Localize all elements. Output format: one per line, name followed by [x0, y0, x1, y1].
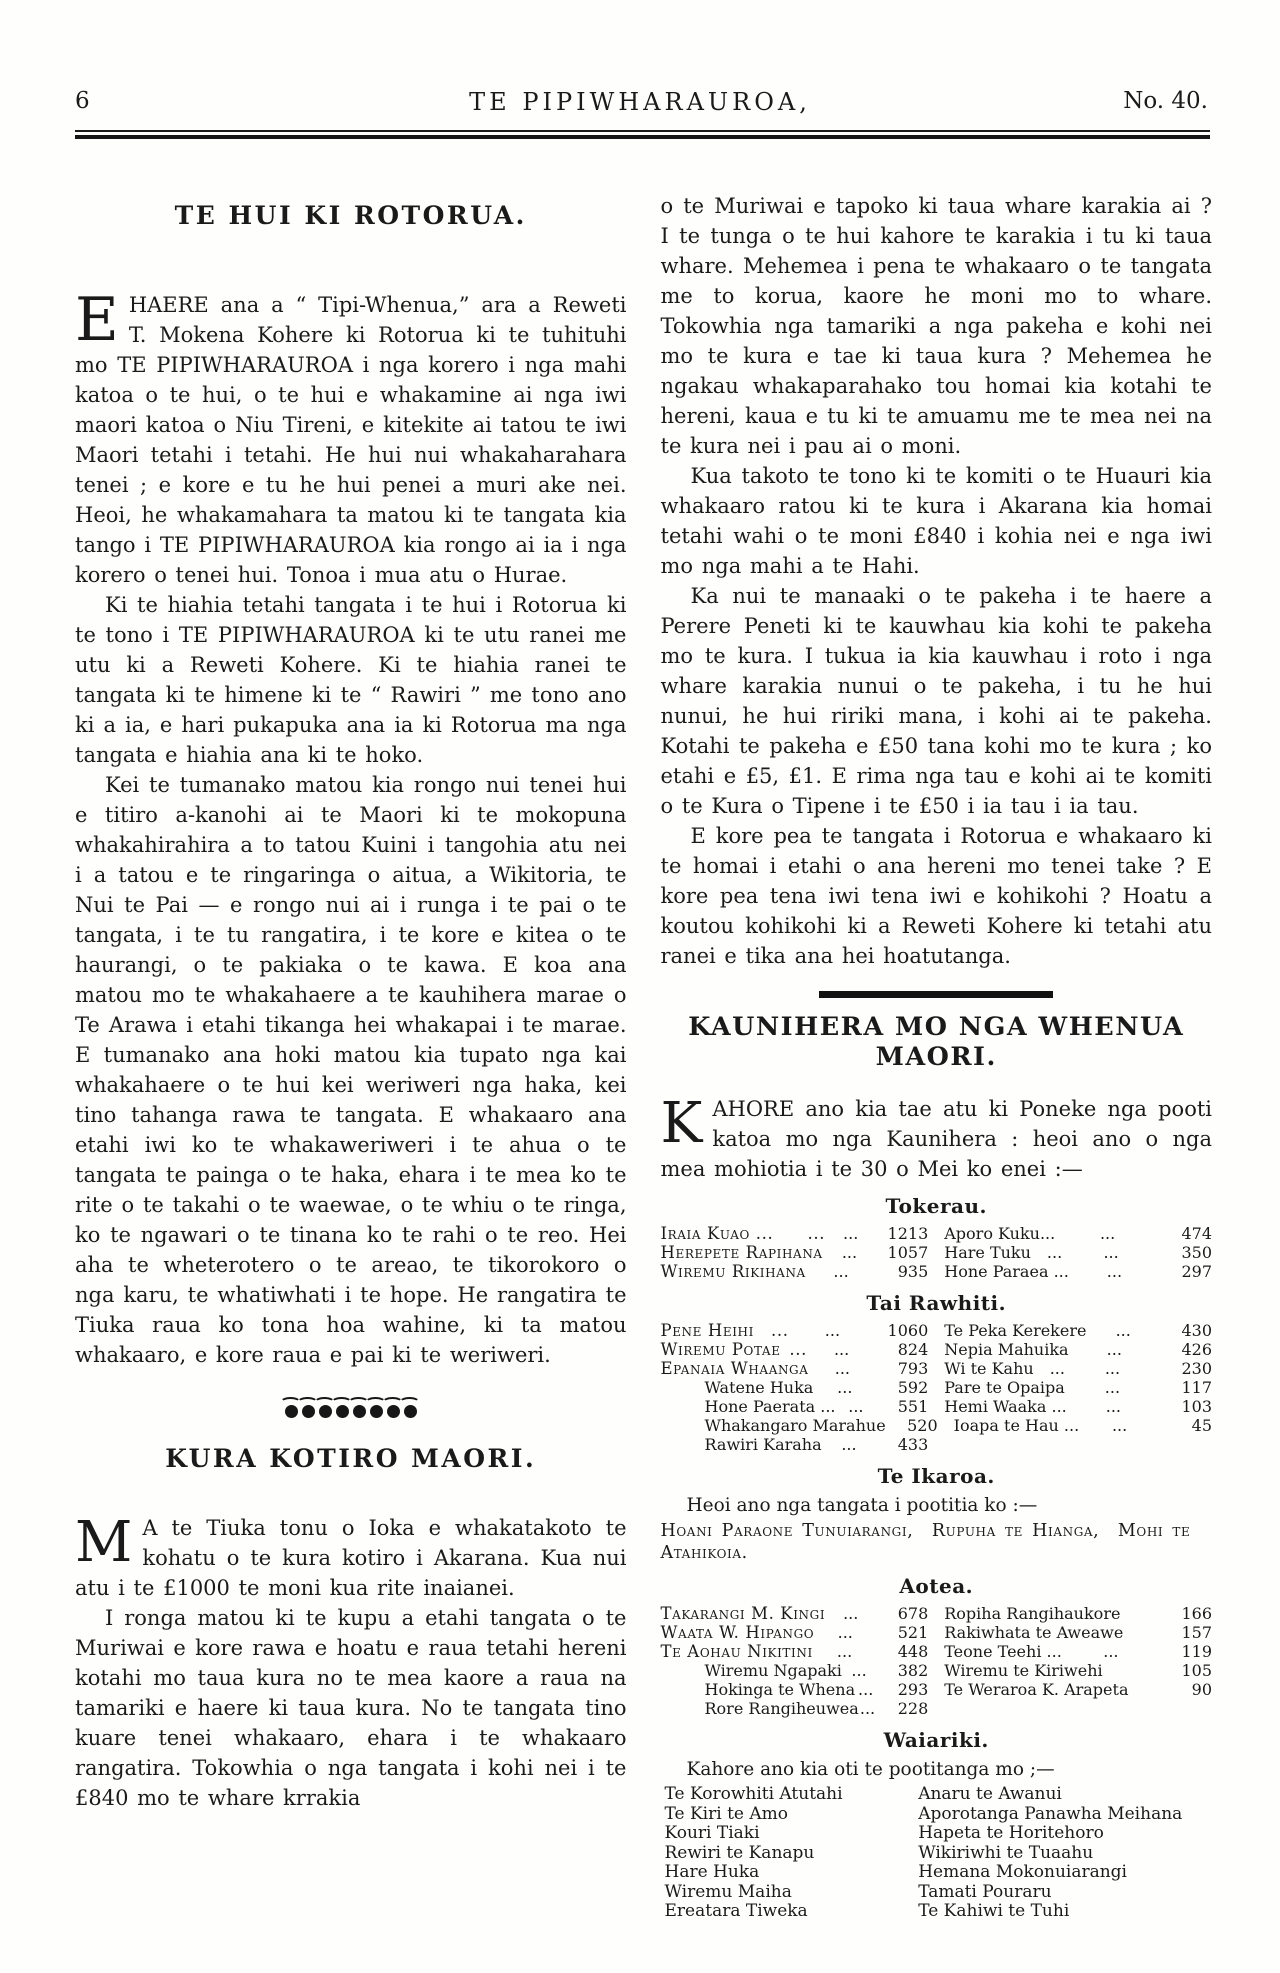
table-row [661, 1416, 1213, 1435]
candidate-name: Wiremu Ngapaki [704, 1661, 842, 1680]
dot-leader: ... [1103, 1642, 1119, 1661]
candidate-name: Te Aohau Nikitini [660, 1642, 813, 1661]
vote-count: 520 [907, 1416, 938, 1435]
dot-leader: ... [851, 1661, 867, 1680]
result-entry [944, 1699, 1212, 1718]
candidate-name: Pene Heihi ... [660, 1321, 789, 1340]
tokerau-results-table [661, 1224, 1213, 1281]
candidate-name: Rore Rangiheuwea [704, 1699, 859, 1718]
candidate-name: Te Weraroa K. Arapeta [944, 1680, 1129, 1699]
candidate-name: Wiremu te Kiriwehi [944, 1661, 1103, 1680]
candidate-name: Wikiriwhi te Tuaahu [918, 1842, 1094, 1863]
issue-number: No. 40. [1123, 88, 1208, 114]
result-entry [944, 1359, 1212, 1378]
scallop-icon [402, 1396, 419, 1418]
candidate-name: Hone Paraea ... [944, 1262, 1069, 1281]
vote-count: 230 [1181, 1359, 1212, 1378]
candidate-name: Anaru te Awanui [918, 1784, 1062, 1804]
district-heading-aotea: Aotea. [899, 1574, 974, 1598]
continuation-paragraph-1: o te Muriwai e tapoko ki taua whare karakia ai ? I te tunga o te hui kahore te karakia i tu ki taua whare. Mehemea i pena te whakaaro o te tangata me to korua, kaore he moni mo to whare. Tokowhia nga tamariki a nga pakeha e kohi nei mo te kura e tae ki taua kura ? Mehemea he ngakau whakaparahako tou homai kia kotahi te hereni, kaua e tu ki te amuamu me te mea nei na te kura nei i pau ai o moni. [660, 194, 1212, 458]
district-heading-waiariki: Waiariki. [883, 1728, 989, 1752]
dot-leader: ... [1099, 1224, 1116, 1243]
candidate-name: Epanaia Whaanga [660, 1359, 809, 1378]
dot-leader: ... [1105, 1397, 1122, 1416]
vote-count: 293 [897, 1680, 929, 1699]
result-entry [661, 1243, 945, 1262]
aotea-results-table [661, 1604, 1213, 1718]
dot-leader: ... [843, 1604, 859, 1623]
waiariki-list-right [918, 1785, 1212, 1922]
candidate-name: Rakiwhata te Aweawe [944, 1623, 1124, 1642]
page-header [0, 0, 1280, 114]
vote-count: 426 [1181, 1340, 1212, 1359]
candidate-name: Watene Huka [704, 1378, 814, 1397]
dot-leader: ... [1104, 1359, 1121, 1378]
dot-leader: ... [843, 1224, 859, 1243]
vote-count: 350 [1181, 1243, 1212, 1262]
candidate-name: Whakangaro Marahue [704, 1416, 886, 1435]
vote-count: 105 [1181, 1661, 1212, 1680]
table-row [661, 1699, 1213, 1718]
dot-leader: ... [859, 1699, 876, 1718]
left-column [75, 191, 627, 1922]
dropcap-e: E [75, 285, 119, 355]
dot-leader: ... [833, 1262, 849, 1281]
dot-leader: ... [1106, 1340, 1122, 1359]
candidate-name: Aporotanga Panawha Meihana [918, 1803, 1183, 1824]
candidate-name: Hemana Mokonuiarangi [918, 1862, 1127, 1882]
result-entry [661, 1604, 945, 1623]
result-entry [661, 1435, 945, 1454]
result-entry [661, 1224, 945, 1243]
candidate-name: Teone Teehi ... [944, 1642, 1062, 1661]
table-row [661, 1224, 1213, 1243]
candidate-name: Takarangi M. Kingi [660, 1604, 826, 1623]
candidate-name: Te Korowhiti Atutahi [664, 1784, 843, 1804]
candidate-name: Wiremu Maiha [664, 1881, 792, 1902]
dot-leader: ... [833, 1340, 850, 1359]
result-entry [954, 1416, 1212, 1435]
table-row [661, 1262, 1213, 1281]
right-column [661, 191, 1213, 1922]
result-entry [661, 1680, 945, 1699]
vote-count: 119 [1181, 1642, 1212, 1661]
dot-leader: ... [824, 1321, 841, 1340]
result-entry [661, 1359, 945, 1378]
waiariki-list-left [661, 1785, 919, 1922]
vote-count: 935 [897, 1262, 929, 1281]
vote-count: 678 [897, 1604, 929, 1623]
district-heading-te-ikaroa: Te Ikaroa. [877, 1464, 995, 1488]
candidate-name: Kouri Tiaki [664, 1823, 760, 1843]
candidate-name: Te Kiri te Amo [664, 1803, 789, 1824]
table-row [661, 1243, 1213, 1262]
result-entry [661, 1661, 945, 1680]
vote-count: 166 [1181, 1604, 1212, 1623]
vote-count: 157 [1181, 1623, 1212, 1642]
dot-leader: ... [837, 1623, 853, 1642]
hui-paragraph-1 [75, 285, 627, 590]
continuation-paragraph-4: E kore pea te tangata i Rotorua e whakaaro ki te homai i etahi o ana hereni mo tenei take ? E kore pea tena iwi tena iwi e kohikohi ? Hoatu a koutou kohikohi ki a Reweti Kohere ki tetahi atu ranei e tika ana hei hoatutanga. [660, 824, 1212, 968]
result-entry [661, 1321, 945, 1340]
vote-count: 592 [897, 1378, 929, 1397]
vote-count: 117 [1181, 1378, 1212, 1397]
candidate-name: Ioapa te Hau ... [953, 1416, 1080, 1435]
scallop-ornament [75, 1396, 627, 1418]
dot-leader: ... [1115, 1321, 1131, 1340]
result-entry [944, 1680, 1212, 1699]
candidate-name: Hare Huka [664, 1862, 760, 1882]
table-row [661, 1397, 1213, 1416]
column-layout [75, 191, 1212, 1922]
dropcap-k: K [660, 1091, 703, 1156]
candidate-name: Hapeta te Horitehoro [918, 1823, 1104, 1843]
kaunihera-intro [660, 1091, 1213, 1184]
waiariki-intro: Kahore ano kia oti te pootitanga mo ;— [686, 1759, 1055, 1780]
result-entry [944, 1243, 1212, 1262]
article-title-kaunihera: KAUNIHERA MO NGA WHENUA MAORI. [688, 1012, 1185, 1072]
result-entry [661, 1262, 945, 1281]
article-title-hui: TE HUI KI ROTORUA. [174, 201, 527, 230]
result-entry [944, 1623, 1212, 1642]
dot-leader: ... [1106, 1262, 1123, 1281]
result-entry [944, 1604, 1212, 1623]
vote-count: 45 [1191, 1416, 1212, 1435]
result-entry [661, 1378, 945, 1397]
dot-leader: ... [837, 1378, 853, 1397]
te-ikaroa-elected-names: Hoani Paraone Tunuiarangi, Rupuha te Hianga, Mohi te Atahikoia. [660, 1521, 1191, 1563]
dot-leader: ... [1103, 1243, 1119, 1262]
candidate-name: Rawiri Karaha [704, 1435, 822, 1454]
result-entry [944, 1435, 1212, 1454]
result-entry [661, 1623, 945, 1642]
candidate-name: Te Kahiwi te Tuhi [918, 1901, 1070, 1921]
result-entry [944, 1378, 1212, 1397]
candidate-name: Herepete Rapihana [660, 1243, 823, 1262]
table-row [661, 1604, 1213, 1623]
dot-leader: ... [836, 1642, 853, 1661]
dot-leader: ... [1104, 1378, 1121, 1397]
vote-count: 103 [1181, 1397, 1212, 1416]
candidate-name: Aporo Kuku... [944, 1224, 1056, 1243]
kura-paragraph-2: I ronga matou ki te kupu a etahi tangata o te Muriwai e kore rawa e hoatu e raua tetahi hereni kotahi mo taua kura no te mea kaore a raua na tamariki e haere ki taua kura. No te tangata tino kuare tenei whakaaro, ehara i te whakaaro rangatira. Tokowhia o nga tangata i kohi nei i te £840 mo te whare krrakia [75, 1606, 627, 1810]
vote-count: 1057 [887, 1243, 929, 1262]
candidate-name: Iraia Kuao ... ... [660, 1224, 826, 1243]
hui-paragraph-3: Kei te tumanako matou kia rongo nui tenei hui e titiro a-kanohi ai te Maori ki te mokopuna whakahirahira a to tatou Kuini i tangohia atu nei i a tatou e te ringaringa o aitua, a Wikitoria, te Nui te Pai — e rongo nui ai i runga i te pai o te tangata, i te tu rangatira, i te kore e kitea o te haurangi, o te pakiaka o te kawa. E koa ana matou mo te whakahaere a te kauhihera marae o Te Arawa i etahi tikanga hei whakapai i te marae. E tumanako ana hoki matou kia tupato nga kai whakahaere o te hui kei weriweri nga haka, kei tino tahanga rawa te tangata. E whakaaro ana etahi iwi ko te whakaweriweri i te ahua o te tangata te painga o te haka, ehara i te mea ko te rite o te takahi o te waewae, o te whiu o te ringa, ko te ngawari o te tinana ko te rahi o te reo. Hei aha te wheterotero o te areao, te tikorokoro o nga karu, te whatiwhati i te hope. He rangatira te Tiuka raua ko tona hoa wahine, ki ta matou whakaaro, e kore raua e pai ki te weriweri. [75, 773, 627, 1367]
vote-count: 448 [897, 1642, 929, 1661]
result-entry [944, 1262, 1212, 1281]
dot-leader: ... [841, 1435, 857, 1454]
candidate-name: Ropiha Rangihaukore [944, 1604, 1121, 1623]
hui-paragraph-2: Ki te hiahia tetahi tangata i te hui i Rotorua ki te tono i TE PIPIWHARAUROA ki te utu ranei me utu ki a Reweti Kohere. Ki te hiahia ranei te tangata ki te himene ki te “ Rawiri ” me tono ano ki a ia, e hari pukapuka ana ia ki Rotorua ma nga tangata e hiahia ana ki te hoko. [75, 593, 627, 767]
candidate-name: Wiremu Rikihana [660, 1262, 806, 1281]
continuation-paragraph-3: Ka nui te manaaki o te pakeha i te haere a Perere Peneti ki te kauwhau kia kohi te pakeha mo te kura. I tukua ia kia kauwhau i roto i nga whare karakia nunui o te pakeha, i tu he hui nunui, he hui ririki mana, i kohi ai te pakeha. Kotahi te pakeha e £50 tana kohi mo te kura ; ko etahi e £5, £1. E rima nga tau e kohi ai te komiti o te Kura o Tipene i te £50 i ia tau i ia tau. [660, 584, 1212, 818]
vote-count: 297 [1181, 1262, 1212, 1281]
kura-paragraph-1-text: A te Tiuka tonu o Ioka e whakatakoto te kohatu o te kura kotiro i Akarana. Kua nui atu i te £1000 te moni kua rite inaianei. [75, 1516, 627, 1600]
table-row [661, 1321, 1213, 1340]
district-heading-tokerau: Tokerau. [885, 1194, 987, 1218]
candidate-name: Ereatara Tiweka [664, 1901, 808, 1921]
candidate-name: Hone Paerata ... [704, 1397, 836, 1416]
vote-count: 793 [897, 1359, 929, 1378]
table-row [661, 1435, 1213, 1454]
candidate-name: Te Peka Kerekere [944, 1321, 1087, 1340]
candidate-name: Hare Tuku ... [944, 1243, 1063, 1262]
result-entry [661, 1416, 954, 1435]
waiariki-candidate-lists [661, 1785, 1213, 1922]
tai-rawhiti-results-table [661, 1321, 1213, 1454]
dropcap-m: M [75, 1510, 133, 1575]
hui-paragraph-1-text: HAERE ana a “ Tipi-Whenua,” ara a Reweti T. Mokena Kohere ki Rotorua ki te tuhituhi mo TE PIPIWHARAUROA i nga korero i nga mahi katoa o te hui, o te hui e whakamine ai nga iwi maori katoa o Niu Tireni, e kitekite ai tatou te iwi Maori tetahi i tetahi. He hui nui whakaharahara tenei ; e kore e tu he hui penei a muri ake nei. Heoi, he whakamahara ta matou ki te tangata kia tango i TE PIPIWHARAUROA kia rongo ai ia i nga korero o tenei hui. Tonoa i mua atu o Hurae. [75, 293, 627, 587]
candidate-name: Nepia Mahuika [944, 1340, 1069, 1359]
table-row [661, 1378, 1213, 1397]
table-row [661, 1340, 1213, 1359]
vote-count: 474 [1181, 1224, 1212, 1243]
vote-count: 433 [897, 1435, 929, 1454]
candidate-name: Tamati Pouraru [918, 1881, 1052, 1902]
vote-count: 824 [897, 1340, 929, 1359]
result-entry [661, 1397, 945, 1416]
result-entry [944, 1661, 1212, 1680]
table-row [661, 1661, 1213, 1680]
result-entry [944, 1224, 1212, 1243]
dot-leader: ... [841, 1243, 858, 1262]
district-heading-tai-rawhiti: Tai Rawhiti. [866, 1291, 1007, 1315]
header-rule-thick [75, 135, 1210, 139]
kaunihera-intro-text: AHORE ano kia tae atu ki Poneke nga pooti katoa mo nga Kaunihera : heoi ano o nga mea mohiotia i te 30 o Mei ko enei :— [660, 1097, 1212, 1181]
section-divider-bar [819, 991, 1053, 998]
kura-paragraph-1 [75, 1510, 627, 1603]
vote-count: 1060 [887, 1321, 929, 1340]
vote-count: 228 [897, 1699, 929, 1718]
vote-count: 521 [897, 1623, 929, 1642]
vote-count: 551 [897, 1397, 929, 1416]
table-row [661, 1680, 1213, 1699]
candidate-name: Rewiri te Kanapu [664, 1842, 815, 1863]
result-entry [661, 1699, 945, 1718]
dot-leader: ... [848, 1397, 864, 1416]
page-number: 6 [75, 88, 90, 114]
candidate-name: Wiremu Potae ... [660, 1340, 807, 1359]
dot-leader: ... [834, 1359, 851, 1378]
vote-count: 1213 [887, 1224, 929, 1243]
result-entry [944, 1397, 1212, 1416]
dot-leader: ... [1111, 1416, 1128, 1435]
vote-count: 430 [1181, 1321, 1212, 1340]
result-entry [661, 1642, 945, 1661]
result-entry [944, 1642, 1212, 1661]
table-row [661, 1359, 1213, 1378]
te-ikaroa-intro: Heoi ano nga tangata i pootitia ko :— [686, 1495, 1038, 1516]
header-rule-thin [75, 130, 1210, 132]
candidate-name: Hokinga te Whena [704, 1680, 856, 1699]
candidate-name: Wi te Kahu ... [944, 1359, 1065, 1378]
dot-leader: ... [858, 1680, 874, 1699]
candidate-name: Pare te Opaipa [944, 1378, 1065, 1397]
vote-count: 382 [897, 1661, 929, 1680]
result-entry [661, 1340, 945, 1359]
continuation-paragraph-2: Kua takoto te tono ki te komiti o te Huauri kia whakaaro ratou ki te kura i Akarana kia homai tetahi wahi o te moni £840 i kohia nei e nga iwi mo nga mahi a te Hahi. [660, 464, 1212, 578]
masthead-title: TE PIPIWHARAUROA, [469, 88, 811, 116]
candidate-name: Hemi Waaka ... [944, 1397, 1067, 1416]
result-entry [944, 1321, 1212, 1340]
table-row [661, 1642, 1213, 1661]
result-entry [944, 1340, 1212, 1359]
table-row [661, 1623, 1213, 1642]
candidate-name: Waata W. Hipango [660, 1623, 815, 1642]
article-title-kura: KURA KOTIRO MAORI. [165, 1444, 537, 1473]
vote-count: 90 [1191, 1680, 1212, 1699]
